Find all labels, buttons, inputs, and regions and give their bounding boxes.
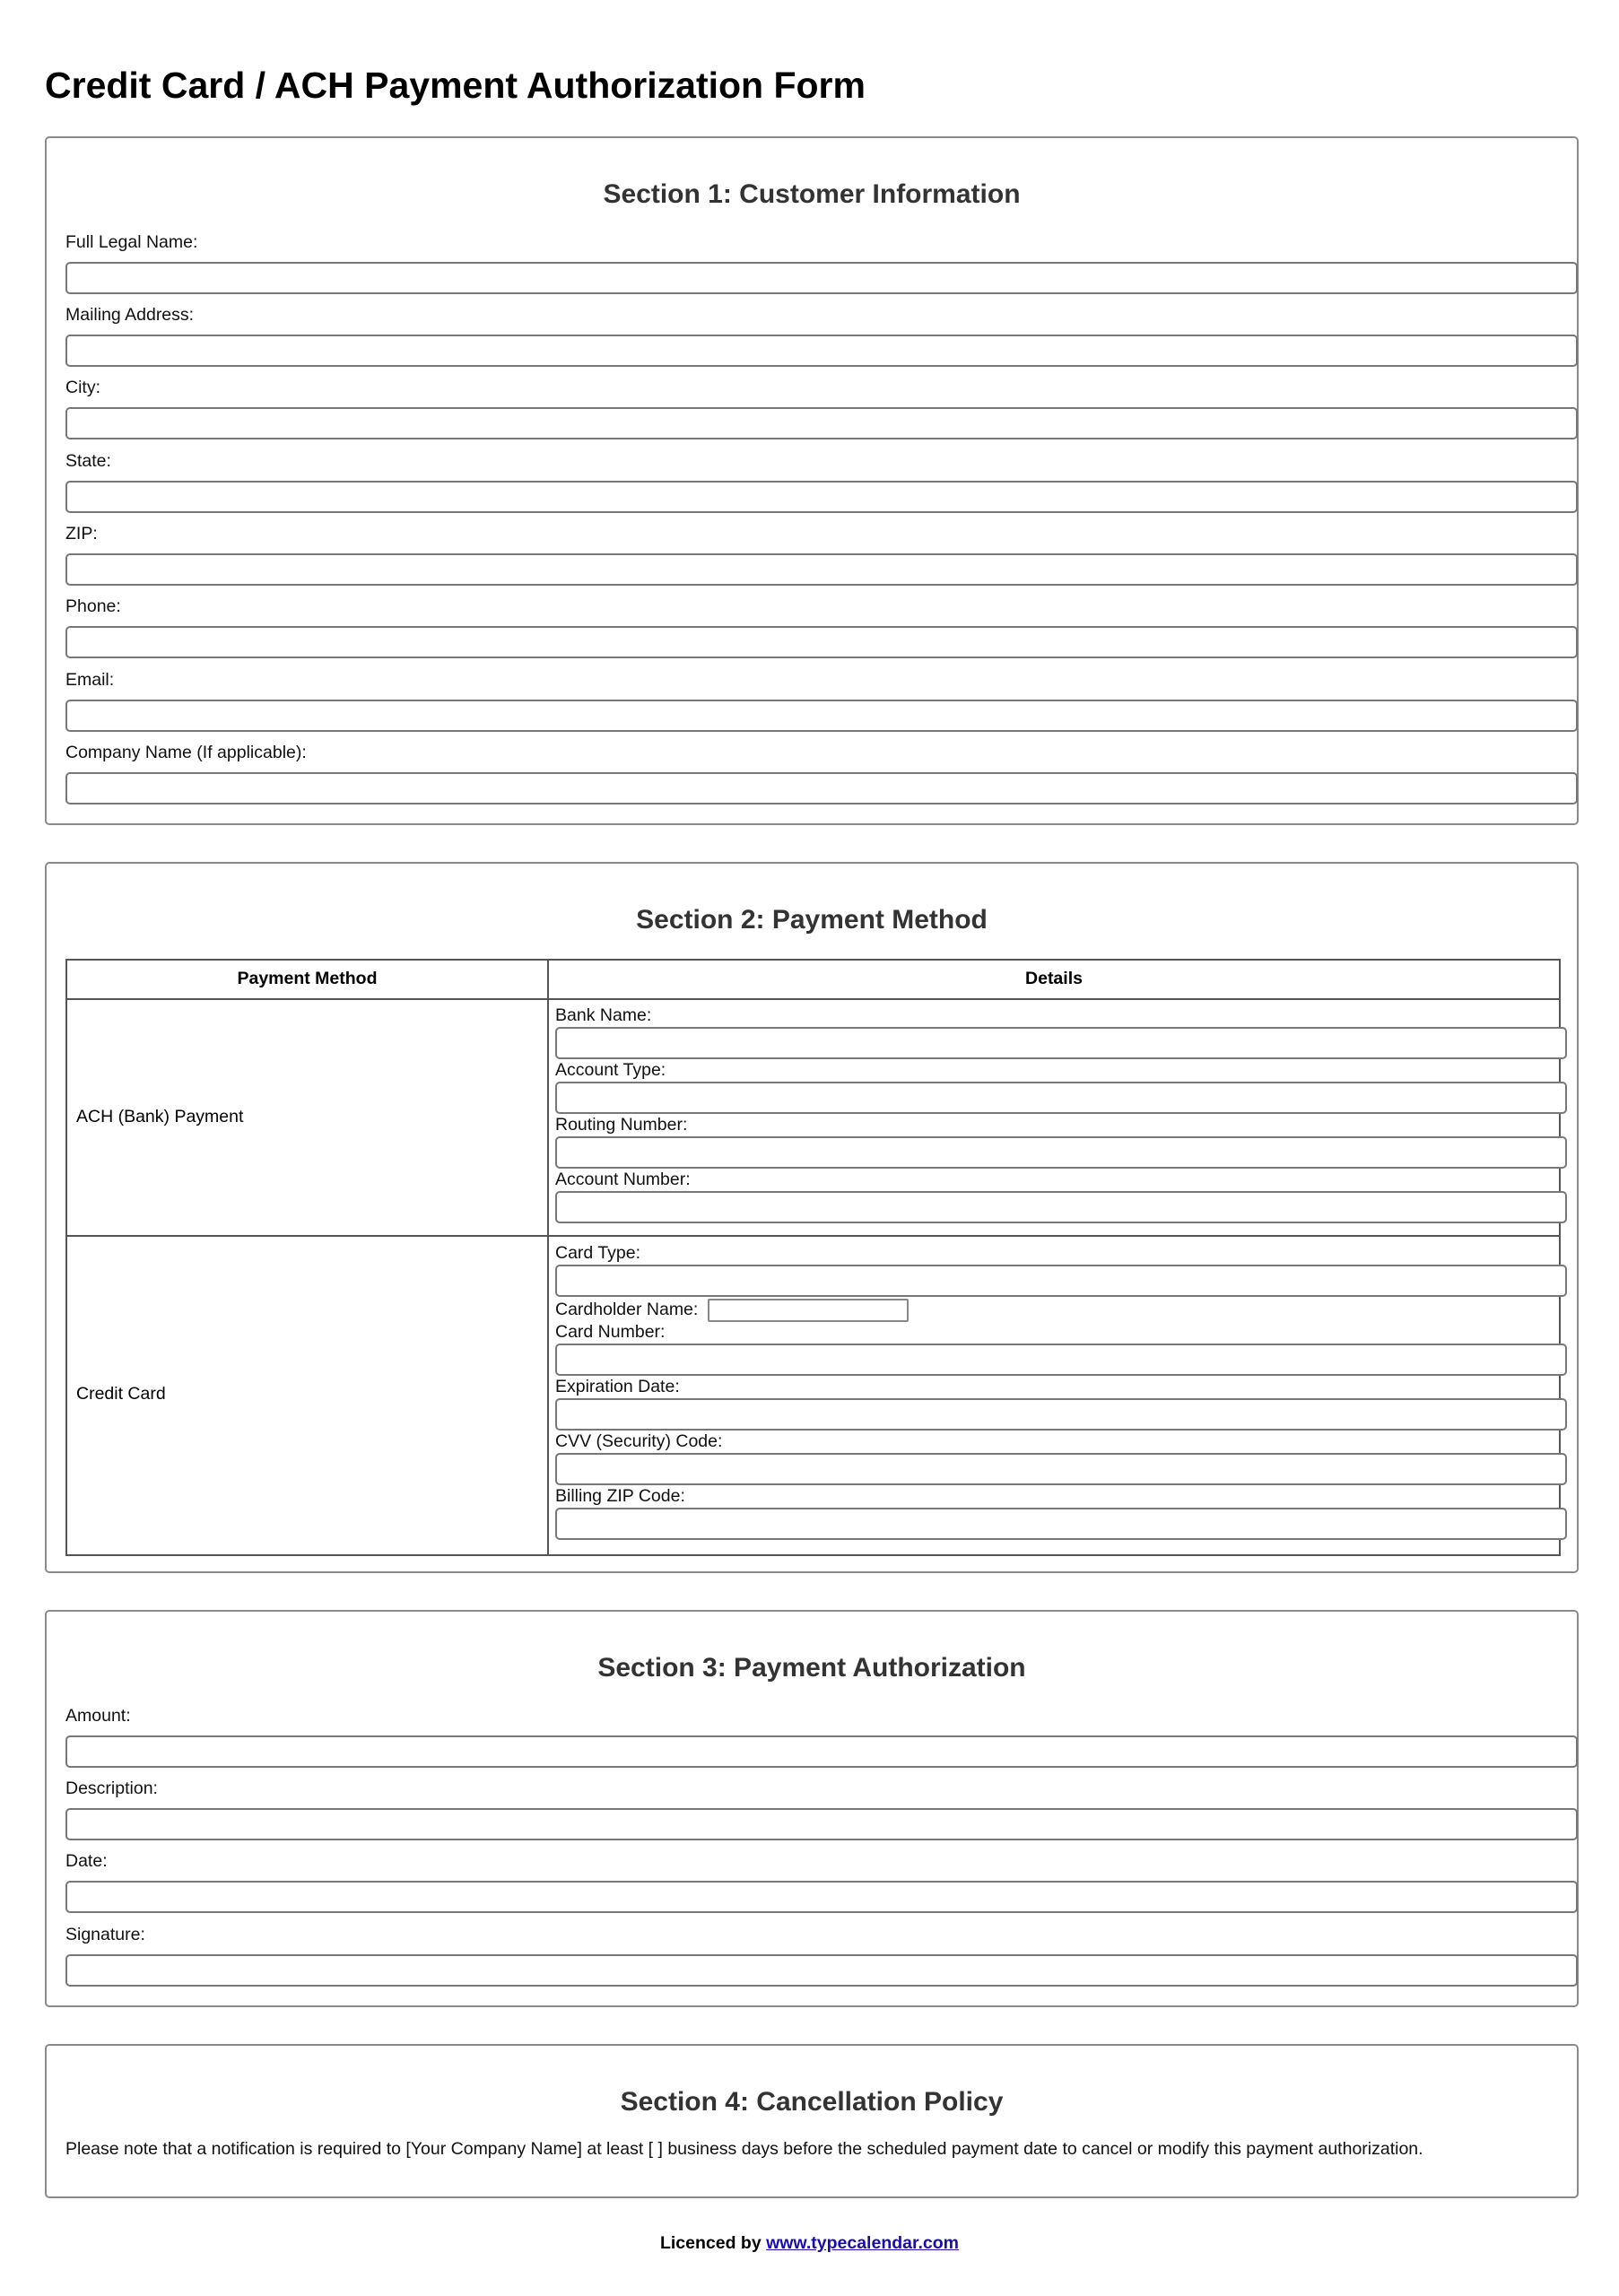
amount-label: Amount: (65, 1706, 131, 1726)
footer-prefix: Licenced by (659, 2233, 767, 2253)
bank-name-input[interactable] (555, 1027, 1567, 1059)
city-label: City: (65, 378, 100, 397)
date-label: Date: (65, 1851, 108, 1871)
description-input[interactable] (65, 1808, 1578, 1840)
billing-zip-label: Billing ZIP Code: (555, 1486, 685, 1506)
account-type-input[interactable] (555, 1082, 1567, 1114)
signature-input[interactable] (65, 1954, 1578, 1987)
cvv-input[interactable] (555, 1453, 1567, 1485)
mailing-address-input[interactable] (65, 335, 1578, 367)
amount-input[interactable] (65, 1735, 1578, 1768)
section-heading: Section 4: Cancellation Policy (620, 2087, 1004, 2117)
routing-number-label: Routing Number: (555, 1115, 688, 1135)
signature-label: Signature: (65, 1925, 145, 1944)
section-heading: Section 3: Payment Authorization (597, 1653, 1026, 1683)
email-input[interactable] (65, 700, 1578, 732)
zip-label: ZIP: (65, 524, 98, 544)
card-type-input[interactable] (555, 1265, 1567, 1297)
column-divider (547, 961, 549, 1554)
ach-payment-label: ACH (Bank) Payment (76, 1107, 244, 1126)
cvv-label: CVV (Security) Code: (555, 1431, 723, 1451)
city-input[interactable] (65, 407, 1578, 439)
section-heading: Section 2: Payment Method (636, 905, 988, 935)
payment-method-section (45, 862, 1579, 1573)
email-label: Email: (65, 670, 115, 690)
card-number-input[interactable] (555, 1344, 1567, 1376)
account-number-input[interactable] (555, 1191, 1567, 1223)
state-label: State: (65, 451, 111, 471)
payment-method-column-header: Payment Method (237, 969, 378, 988)
state-input[interactable] (65, 481, 1578, 513)
payment-authorization-section (45, 1610, 1579, 2007)
details-column-header: Details (1025, 969, 1083, 988)
billing-zip-input[interactable] (555, 1508, 1567, 1540)
routing-number-input[interactable] (555, 1136, 1567, 1169)
expiration-date-label: Expiration Date: (555, 1377, 680, 1396)
card-number-label: Card Number: (555, 1322, 666, 1342)
section-heading: Section 1: Customer Information (603, 179, 1021, 209)
full-legal-name-input[interactable] (65, 262, 1578, 294)
phone-label: Phone: (65, 596, 121, 616)
expiration-date-input[interactable] (555, 1398, 1567, 1431)
page-title: Credit Card / ACH Payment Authorization Form (45, 65, 866, 106)
zip-input[interactable] (65, 553, 1578, 586)
mailing-address-label: Mailing Address: (65, 305, 195, 325)
date-input[interactable] (65, 1881, 1578, 1913)
account-number-label: Account Number: (555, 1170, 691, 1189)
cardholder-name-label: Cardholder Name: (555, 1300, 699, 1319)
row-divider (67, 1235, 1559, 1237)
credit-card-label: Credit Card (76, 1384, 166, 1404)
customer-information-section (45, 136, 1579, 825)
cancellation-policy-text: Please note that a notification is required to [Your Company Name] at least [ ] business days before the scheduled payment date to cancel or modify this payment authorization. (65, 2139, 1423, 2159)
cardholder-name-input[interactable] (708, 1299, 909, 1322)
cancellation-policy-section (45, 2044, 1579, 2198)
header-row-divider (67, 998, 1559, 1000)
card-type-label: Card Type: (555, 1243, 641, 1263)
phone-input[interactable] (65, 626, 1578, 658)
footer-licence (0, 2233, 1619, 2254)
account-type-label: Account Type: (555, 1060, 666, 1080)
payment-method-table (65, 959, 1561, 1556)
bank-name-label: Bank Name: (555, 1005, 652, 1025)
typecalendar-link[interactable]: www.typecalendar.com (766, 2233, 960, 2253)
description-label: Description: (65, 1779, 158, 1798)
full-legal-name-label: Full Legal Name: (65, 232, 198, 252)
company-name-label: Company Name (If applicable): (65, 743, 307, 762)
company-name-input[interactable] (65, 772, 1578, 804)
